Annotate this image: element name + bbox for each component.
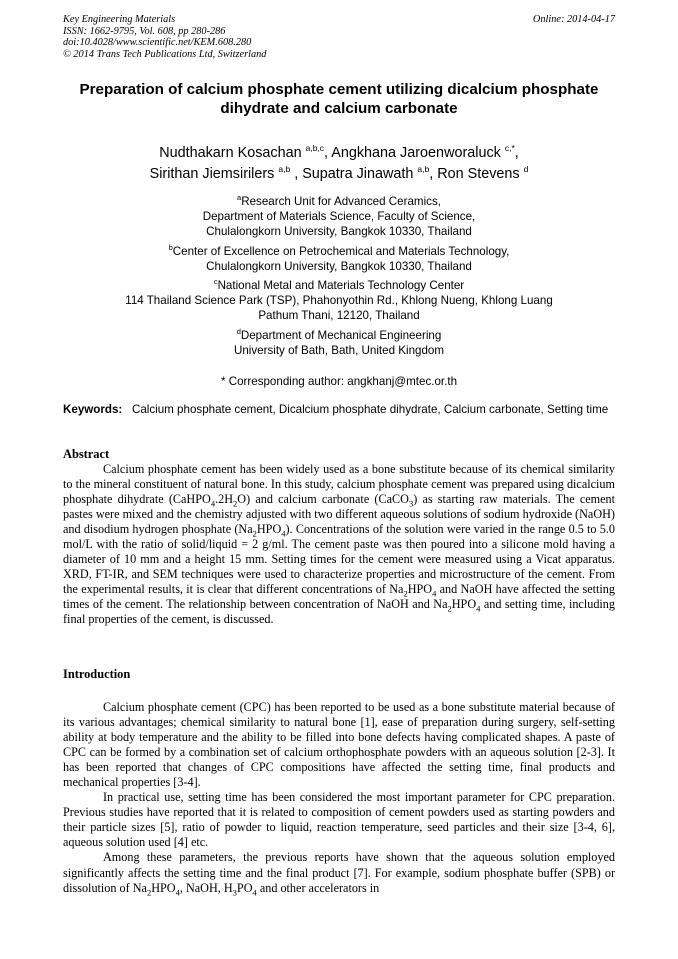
journal-header — [63, 14, 266, 60]
text-run: PO — [236, 880, 253, 895]
abstract-heading: Abstract — [63, 447, 110, 461]
affiliation-a: $^a$Research Unit for Advanced Ceramics, Department of Materials Science, Faculty of Science, Chulalongkorn University, Bangkok 10330, Thailand — [202, 193, 476, 239]
text-run: ) as starting raw materials. The cement pastes were mixed and the chemistry adjusted with two different aqueous solutions of sodium hydroxide (NaOH) and disodium hydrogen phosphate (Na — [63, 492, 616, 537]
author-line-2: Sirithan Jiemsirilers $^{a,b}$ , Supatra Jinawath $^{a,b}$, Ron Stevens $^d$ — [149, 164, 529, 182]
journal-issn: ISSN: 1662-9795, Vol. 608, pp 280-286 — [63, 25, 226, 37]
text-run: HPO — [256, 522, 282, 537]
text-run: Calcium phosphate cement (CPC) has been reported to be used as a bone substitute material because of its various advantages; chemical similarity to natural bone [1], ease of preparation during surgery, self-setting ability at body temperature and the ability to be filled into bone defects having complicated shapes. A paste of CPC can be formed by a combination set of calcium orthophosphate powders with an aqueous solution [2-3]. It has been reported that changes of CPC compositions have affected the setting time, final products and mechanical properties [3-4]. — [63, 700, 615, 790]
text-run: and NaOH have affected the setting times of the cement. The relationship between concentration of NaOH and Na — [63, 582, 615, 612]
text-run: Among these parameters, the previous reports have shown that the aqueous solution employed significantly affects the setting time and the final product [7]. For example, sodium phosphate buffer (SPB) or dissolution of Na — [63, 850, 615, 895]
author: Supatra Jinawath $^{a,b}$ — [302, 164, 430, 182]
subscript: 4 — [432, 588, 437, 599]
subscript: 2 — [146, 887, 152, 897]
online-date: Online: 2014-04-17 — [532, 14, 615, 25]
text-run: .2H — [215, 492, 234, 507]
keywords-label: Keywords: — [63, 403, 123, 416]
subscript: 2 — [233, 498, 238, 509]
text-run: , NaOH, H — [179, 880, 233, 895]
abstract-body — [63, 462, 615, 628]
text-run: Calcium phosphate cement has been widely used as a bone substitute because of its chemical similarity to the mineral constituent of natural bone. In this study, calcium phosphate cement was prepared using dicalcium phosphate dihydrate (CaHPO — [63, 462, 615, 507]
journal-name: Key Engineering Materials — [63, 14, 176, 25]
affiliation-c: $^c$National Metal and Materials Technology Center 114 Thailand Science Park (TSP), Phahonyothin Rd., Khlong Nueng, Khlong Luang Pathum Thani, 12120, Thailand — [125, 277, 553, 323]
subscript: 2 — [403, 588, 408, 599]
text-run: O) and calcium carbonate (CaCO — [237, 492, 409, 507]
introduction-heading: Introduction — [63, 667, 131, 681]
introduction-paragraph — [63, 850, 615, 895]
author: Angkhana Jaroenworaluck $^{c,*}$ — [331, 143, 515, 161]
abstract-paragraph — [63, 462, 615, 628]
journal-copyright: © 2014 Trans Tech Publications Ltd, Switzerland — [63, 48, 267, 60]
paper-title: Preparation of calcium phosphate cement utilizing dicalcium phosphate dihydrate and calcium carbonate — [79, 81, 599, 117]
introduction-paragraph — [63, 790, 615, 850]
journal-doi: doi:10.4028/www.scientific.net/KEM.608.280 — [63, 37, 252, 49]
introduction-body — [63, 700, 615, 896]
subscript: 2 — [447, 603, 452, 614]
affiliation-b: $^b$Center of Excellence on Petrochemical and Materials Technology, Chulalongkorn University, Bangkok 10330, Thailand — [168, 242, 510, 273]
author-list — [40, 143, 638, 185]
subscript: 4 — [476, 603, 481, 614]
affiliation-d: $^d$Department of Mechanical Engineering University of Bath, Bath, United Kingdom — [233, 326, 445, 357]
author: Ron Stevens $^d$ — [437, 164, 529, 182]
subscript: 4 — [210, 498, 216, 509]
keywords — [63, 402, 615, 417]
text-run: In practical use, setting time has been considered the most important parameter for CPC preparation. Previous studies have reported that it is related to composition of cement powders used as starting powders and their particle sizes [5], ratio of powder to liquid, reaction temperature, seed particles and their size [3-4, 6], aqueous solution used [4] etc. — [63, 790, 615, 850]
author-line-1: Nudthakarn Kosachan $^{a,b,c}$, Angkhana Jaroenworaluck $^{c,*}$, — [159, 143, 519, 161]
subscript: 4 — [175, 887, 180, 897]
subscript: 4 — [281, 528, 286, 539]
author: Sirithan Jiemsirilers $^{a,b}$ — [149, 164, 291, 182]
subscript: 3 — [408, 498, 414, 509]
subscript: 2 — [252, 528, 257, 539]
author: Nudthakarn Kosachan $^{a,b,c}$ — [159, 143, 325, 161]
introduction-paragraph — [63, 700, 615, 790]
text-run: and setting time, including final properties of the cement, is discussed. — [63, 597, 615, 627]
text-run: ). Concentrations of the solution were varied in the range 0.5 to 5.0 mol/L with the ratio of solid/liquid = 2 g/ml. The cement paste was then poured into a silicone mold having a diameter of 10 mm and a height 15 mm. Setting times for the cement were measured using a Vicat apparatus. XRD, FT-IR, and SEM techniques were used to characterize properties and microstructure of the cement. From the experimental results, it is clear that different concentrations of Na — [63, 522, 615, 597]
text-run: HPO — [407, 582, 433, 597]
affiliations — [40, 194, 638, 389]
text-run: HPO — [451, 597, 477, 612]
text-run: HPO — [151, 880, 176, 895]
subscript: 4 — [252, 887, 257, 897]
corresponding-author: * Corresponding author: angkhanj@mtec.or.th — [220, 375, 458, 389]
text-run: and other accelerators in — [256, 880, 380, 895]
subscript: 3 — [232, 887, 237, 897]
keywords-text: Calcium phosphate cement, Dicalcium phosphate dihydrate, Calcium carbonate, Setting time — [131, 403, 609, 416]
